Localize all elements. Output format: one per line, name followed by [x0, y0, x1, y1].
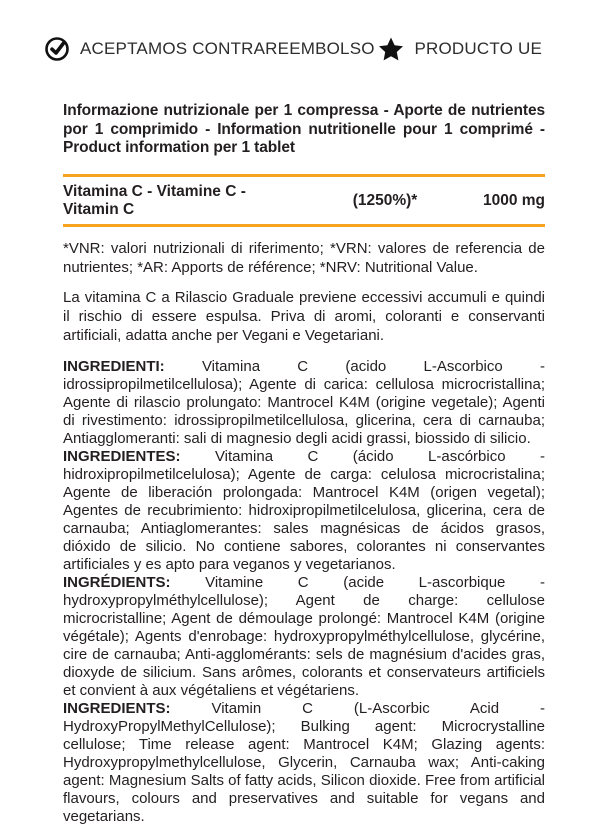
nutrient-name: Vitamina C - Vitamine C - Vitamin C — [63, 182, 246, 218]
ingredients-section-fr — [63, 574, 545, 700]
nutrition-header: Informazione nutrizionale per 1 compressa - Aporte de nutrientes por 1 comprimido - Information nutritionelle pour 1 comprimé - Product information per 1 tablet — [63, 102, 545, 156]
ingredients-text-fr: Vitamine C (acide L-ascorbique - hydroxypropylméthylcellulose); Agent de charge: cellulose microcristalline; Agent de démoulage prolongé: Mantrocel K4M (origine végétale); Agents d'enrobage: hydroxypropylméthylcellulose, glycérine, cire de carnauba; Anti-agglomérants: sels de magnésium d'acides gras, dioxyde de silicium. Sans arômes, colorants et conservateurs artificiels et convient à aux végétaliens et végétariens. — [63, 573, 545, 699]
ingredients-label-en: INGREDIENTS: — [63, 699, 171, 717]
ingredients-section-it — [63, 358, 545, 448]
nutrition-table-row — [63, 174, 545, 227]
product-description: La vitamina C a Rilascio Graduale previene eccessivi accumuli e quindi il rischio di essere espulsa. Priva di aromi, coloranti e conservanti artificiali, adatta anche per Vegani e Vegetariani. — [63, 288, 545, 344]
top-badges-row — [0, 0, 600, 62]
ingredients-text-it: Vitamina C (acido L-Ascorbico - idrossipropilmetilcellulosa); Agente di carica: cellulosa microcristallina; Agente di rilascio prolungato: Mantrocel K4M (origine vegetale); Agenti di rivestimento: idrossipropilmetilcellulosa, glicerina, cera di carnauba; Antiagglomeranti: sali di magnesio degli acidi grassi, biossido di silicio. — [63, 357, 545, 447]
ingredients-label-es: INGREDIENTES: — [63, 447, 181, 465]
badge-eu-product-label: PRODUCTO UE — [414, 39, 542, 58]
label-content — [63, 102, 545, 826]
ingredients-text-en: Vitamin C (L-Ascorbic Acid - HydroxyPropylMethylCellulose); Bulking agent: Microcrystalline cellulose; Time release agent: Mantrocel K4M; Glazing agents: Hydroxypropylmethylcellulose, Glycerin, Carnauba wax; Anti-caking agent: Magnesium Salts of fatty acids, Silicon dioxide. Free from artificial flavours, colours and preservatives and suitable for vegans and vegetarians. — [63, 699, 545, 825]
nrv-footnote: *VNR: valori nutrizionali di riferimento; *VRN: valores de referencia de nutrientes; *AR: Apports de référence; *NRV: Nutritional Value. — [63, 239, 545, 276]
nutrient-amount: 1000 mg — [482, 191, 545, 209]
nutrient-nrv-percent: (1250%)* — [352, 191, 418, 209]
ingredients-block — [63, 358, 545, 826]
ingredients-section-es — [63, 448, 545, 574]
ingredients-section-en — [63, 700, 545, 826]
badge-eu-product — [378, 36, 542, 62]
star-icon — [378, 36, 404, 62]
badge-cash-on-delivery-label: ACEPTAMOS CONTRAREEMBOLSO — [80, 39, 375, 58]
ingredients-text-es: Vitamina C (ácido L-ascórbico - hidroxipropilmetilcelulosa); Agente de carga: celulosa microcristalina; Agente de liberación prolongada: Mantrocel K4M (origen vegetal); Agentes de recubrimiento: hidroxipropilmetilcelulosa, glicerina, cera de carnauba; Antiaglomerantes: sales magnésicas de ácidos grasos, dióxido de silicio. No contiene sabores, colorantes ni conservantes artificiales y es apto para veganos y vegetarianos. — [63, 447, 545, 573]
ingredients-label-it: INGREDIENTI: — [63, 357, 165, 375]
ingredients-label-fr: INGRÉDIENTS: — [63, 573, 171, 591]
check-circle-icon — [44, 36, 70, 62]
badge-cash-on-delivery — [44, 36, 375, 62]
